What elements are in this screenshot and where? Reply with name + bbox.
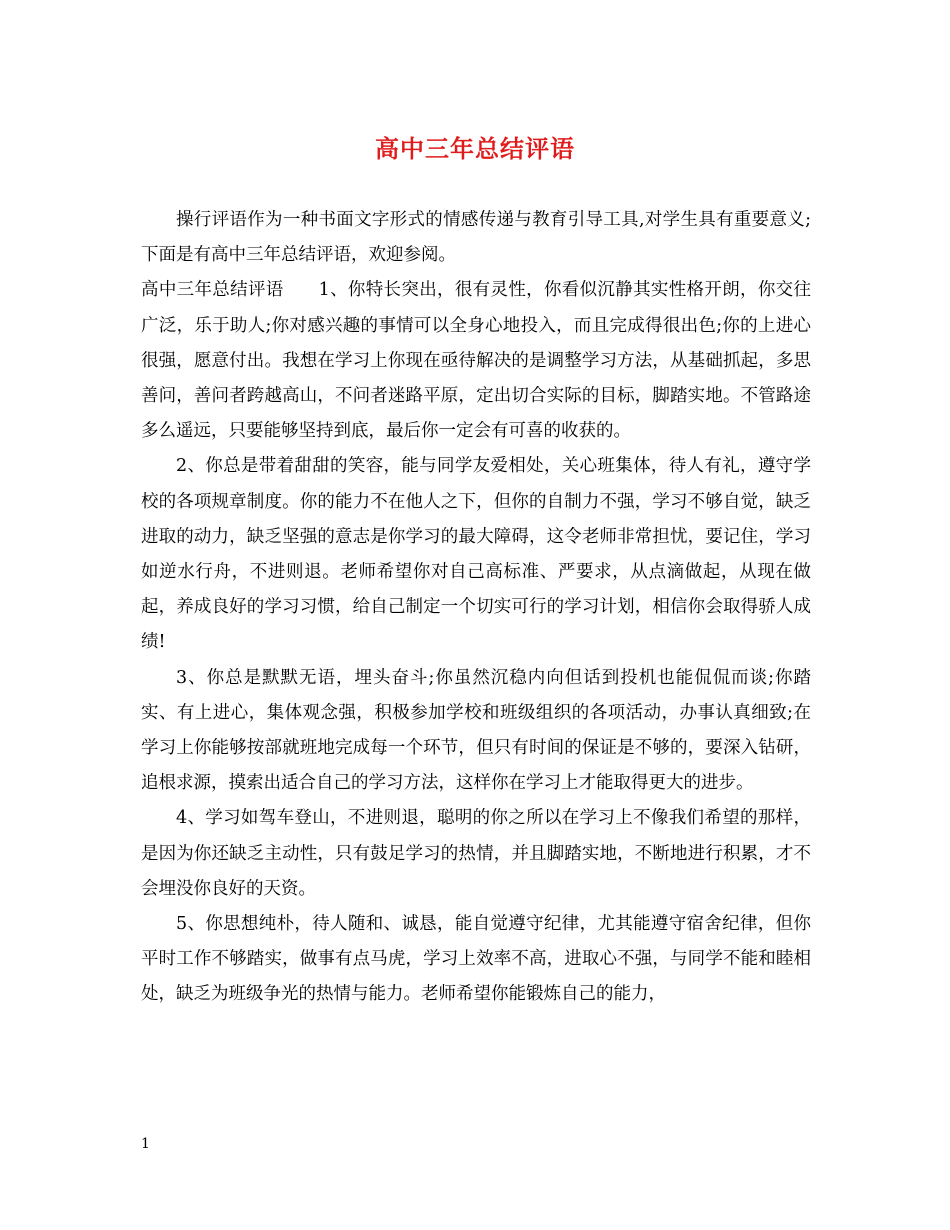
comment-paragraph-5: 5、你思想纯朴，待人随和、诚恳，能自觉遵守纪律，尤其能遵守宿舍纪律，但你平时工作不够踏实，做事有点马虎，学习上效率不高，进取心不强，与同学不能和睦相处，缺乏为班级争光的热情与能力。老师希望你能锻炼自己的能力， bbox=[141, 914, 811, 1005]
page-number: 1 bbox=[141, 1136, 150, 1152]
comment-paragraph-1 bbox=[141, 273, 811, 449]
comment-text-1: 1、你特长突出，很有灵性，你看似沉静其实性格开朗，你交往广泛，乐于助人;你对感兴趣的事情可以全身心地投入，而且完成得很出色;你的上进心很强，愿意付出。我想在学习上你现在亟待解决的是调整学习方法，从基础抓起，多思善问，善问者跨越高山，不问者迷路平原，定出切合实际的目标，脚踏实地。不管路途多么遥远，只要能够坚持到底，最后你一定会有可喜的收获的。 bbox=[141, 280, 812, 442]
document-body bbox=[141, 203, 811, 1013]
lead-label: 高中三年总结评语 bbox=[141, 280, 284, 301]
comment-paragraph-3: 3、你总是默默无语，埋头奋斗;你虽然沉稳内向但话到投机也能侃侃而谈;你踏实、有上进心，集体观念强，积极参加学校和班级组织的各项活动，办事认真细致;在学习上你能够按部就班地完成每一个环节，但只有时间的保证是不够的，要深入钻研，追根求源，摸索出适合自己的学习方法，这样你在学习上才能取得更大的进步。 bbox=[141, 667, 811, 794]
intro-paragraph: 操行评语作为一种书面文字形式的情感传递与教育引导工具,对学生具有重要意义;下面是有高中三年总结评语，欢迎参阅。 bbox=[141, 210, 811, 266]
comment-paragraph-4: 4、学习如驾车登山，不进则退，聪明的你之所以在学习上不像我们希望的那样，是因为你还缺乏主动性，只有鼓足学习的热情，并且脚踏实地，不断地进行积累，才不会埋没你良好的天资。 bbox=[141, 808, 811, 899]
comment-paragraph-2: 2、你总是带着甜甜的笑容，能与同学友爱相处，关心班集体，待人有礼，遵守学校的各项规章制度。你的能力不在他人之下，但你的自制力不强，学习不够自觉，缺乏进取的动力，缺乏坚强的意志是你学习的最大障碍，这令老师非常担忧，要记住，学习如逆水行舟，不进则退。老师希望你对自己高标准、严要求，从点滴做起，从现在做起，养成良好的学习习惯，给自己制定一个切实可行的学习计划，相信你会取得骄人成绩! bbox=[141, 456, 811, 653]
document-title: 高中三年总结评语 bbox=[375, 134, 575, 163]
